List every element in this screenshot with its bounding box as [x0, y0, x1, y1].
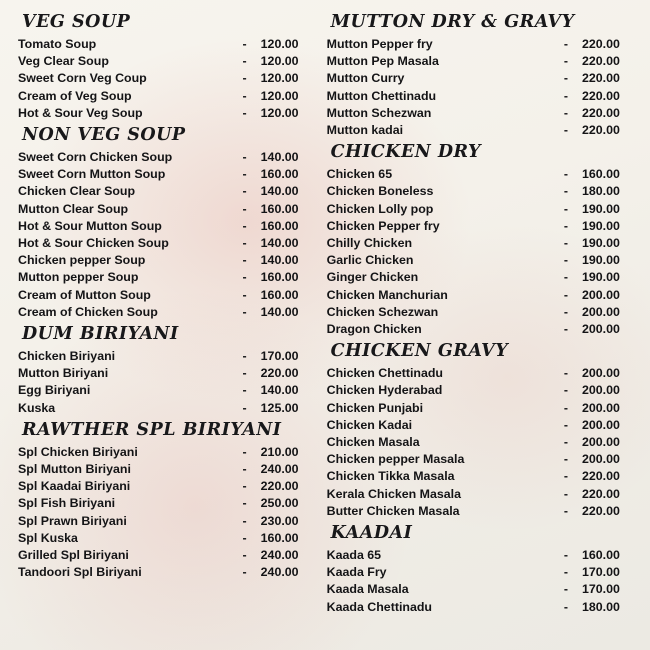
menu-item-price: 200.00 — [581, 383, 620, 398]
menu-item-separator: - — [242, 349, 247, 364]
menu-item — [327, 486, 636, 503]
menu-section — [327, 341, 636, 520]
menu-column-right — [319, 6, 642, 650]
menu-item-separator: - — [563, 37, 568, 51]
menu-section-title: MUTTON DRY & GRAVY — [330, 12, 575, 32]
menu-item-price: 160.00 — [260, 167, 299, 182]
menu-item-name: Sweet Corn Veg Coup — [18, 71, 147, 86]
menu-item — [18, 304, 313, 321]
menu-item-price: 160.00 — [260, 270, 299, 285]
menu-item — [327, 70, 636, 87]
menu-item-separator: - — [242, 496, 247, 511]
menu-item-separator: - — [242, 287, 247, 302]
menu-item-separator: - — [242, 88, 247, 103]
menu-item-list — [327, 547, 636, 616]
menu-section — [18, 125, 313, 321]
menu-item-separator: - — [563, 486, 568, 501]
menu-item — [18, 166, 313, 183]
menu-item-name: Chicken Biriyani — [18, 349, 116, 364]
menu-item-separator: - — [242, 37, 247, 51]
menu-item — [18, 382, 313, 399]
menu-item-price: 180.00 — [581, 599, 620, 614]
menu-item-price: 210.00 — [260, 444, 299, 459]
menu-item-name: Kaada Chettinadu — [326, 599, 432, 614]
menu-item-price: 120.00 — [260, 88, 299, 103]
menu-item-name: Egg Biriyani — [18, 383, 91, 398]
menu-item-name: Sweet Corn Mutton Soup — [18, 167, 166, 182]
menu-item — [327, 287, 636, 304]
menu-item-separator: - — [563, 435, 568, 450]
menu-item-price: 240.00 — [260, 548, 299, 563]
menu-item-name: Chicken Punjabi — [326, 400, 424, 415]
menu-item-name: Spl Kaadai Biriyani — [18, 479, 131, 494]
menu-item-price: 160.00 — [581, 167, 620, 182]
menu-section — [327, 12, 636, 139]
menu-item-name: Sweet Corn Chicken Soup — [18, 150, 173, 165]
menu-item-price: 220.00 — [581, 486, 620, 501]
menu-item — [327, 400, 636, 417]
menu-item-list — [18, 149, 313, 321]
menu-item-name: Ginger Chicken — [326, 270, 419, 285]
menu-item-price: 200.00 — [581, 417, 620, 432]
menu-item-separator: - — [563, 366, 568, 381]
menu-item-name: Chicken Masala — [326, 435, 420, 450]
menu-item-separator: - — [563, 253, 568, 268]
menu-item-separator: - — [563, 71, 568, 86]
menu-item-name: Mutton Clear Soup — [18, 201, 129, 216]
menu-item-price: 220.00 — [581, 54, 620, 69]
menu-item — [327, 88, 636, 105]
menu-columns — [8, 6, 642, 650]
menu-item-name: Grilled Spl Biriyani — [18, 548, 129, 563]
menu-item-separator: - — [242, 71, 247, 86]
menu-item-price: 170.00 — [581, 565, 620, 580]
menu-item-price: 140.00 — [260, 236, 299, 251]
menu-item-separator: - — [242, 167, 247, 182]
menu-item-price: 190.00 — [581, 201, 620, 216]
menu-item-name: Chicken Schezwan — [326, 304, 439, 319]
menu-item-separator: - — [242, 565, 247, 580]
menu-item — [18, 269, 313, 286]
menu-item-price: 190.00 — [581, 218, 620, 233]
menu-item — [327, 382, 636, 399]
menu-item-price: 200.00 — [581, 366, 620, 381]
menu-section-title: CHICKEN DRY — [330, 142, 482, 163]
menu-item-separator: - — [242, 479, 247, 494]
menu-item-name: Chicken Boneless — [326, 184, 434, 199]
menu-item-name: Mutton pepper Soup — [18, 270, 139, 285]
menu-item — [327, 53, 636, 70]
menu-item-price: 160.00 — [260, 287, 299, 302]
menu-item-separator: - — [563, 167, 568, 182]
menu-item-separator: - — [242, 304, 247, 319]
menu-item — [327, 581, 636, 598]
menu-item-name: Chicken Manchurian — [326, 287, 448, 302]
menu-item-name: Chicken Tikka Masala — [326, 469, 455, 484]
menu-item-name: Dragon Chicken — [326, 322, 422, 337]
menu-item-name: Butter Chicken Masala — [326, 503, 460, 518]
menu-item — [18, 70, 313, 87]
menu-item-price: 120.00 — [260, 71, 299, 86]
menu-item-separator: - — [242, 236, 247, 251]
menu-item — [327, 218, 636, 235]
menu-item-price: 125.00 — [260, 400, 299, 415]
menu-section-title: NON VEG SOUP — [22, 125, 186, 146]
menu-item-price: 120.00 — [260, 54, 299, 69]
menu-item-separator: - — [563, 287, 568, 302]
menu-item-separator: - — [242, 530, 247, 545]
menu-item-separator: - — [563, 503, 568, 518]
menu-item-price: 140.00 — [260, 184, 299, 199]
menu-item-name: Veg Clear Soup — [18, 54, 109, 69]
menu-item-separator: - — [242, 218, 247, 233]
menu-item — [327, 201, 636, 218]
menu-item — [18, 547, 313, 564]
menu-item-name: Hot & Sour Veg Soup — [18, 105, 143, 120]
menu-item — [18, 88, 313, 105]
menu-item-separator: - — [563, 322, 568, 337]
menu-item-separator: - — [563, 105, 568, 120]
menu-item-price: 140.00 — [260, 304, 299, 319]
menu-section — [18, 12, 313, 122]
menu-item-separator: - — [563, 88, 568, 103]
menu-item-name: Spl Prawn Biriyani — [18, 513, 127, 528]
menu-item-separator: - — [242, 444, 247, 459]
menu-item-separator: - — [563, 582, 568, 597]
menu-item-separator: - — [563, 400, 568, 415]
menu-item-name: Chicken Chettinadu — [326, 366, 443, 381]
menu-item-separator: - — [563, 548, 568, 563]
menu-item-name: Kaada Fry — [326, 565, 387, 580]
menu-item — [327, 503, 636, 520]
menu-item-separator: - — [563, 184, 568, 199]
menu-item-name: Kaada 65 — [326, 548, 382, 563]
menu-item-separator: - — [242, 105, 247, 120]
menu-item-price: 200.00 — [581, 452, 620, 467]
menu-item-separator: - — [563, 54, 568, 69]
menu-item — [327, 304, 636, 321]
menu-item-price: 170.00 — [581, 582, 620, 597]
menu-section — [327, 523, 636, 616]
menu-item-separator: - — [563, 123, 568, 138]
menu-item — [327, 547, 636, 564]
menu-item — [18, 183, 313, 200]
menu-item-name: Cream of Mutton Soup — [18, 287, 151, 302]
menu-item-price: 140.00 — [260, 253, 299, 268]
menu-item-price: 160.00 — [581, 548, 620, 563]
menu-item-name: Chicken Clear Soup — [18, 184, 136, 199]
menu-item — [18, 461, 313, 478]
menu-item — [327, 252, 636, 269]
menu-item-separator: - — [242, 54, 247, 69]
menu-item — [18, 36, 313, 53]
menu-item-list — [18, 444, 313, 582]
menu-item-price: 220.00 — [581, 37, 620, 51]
menu-item-list — [327, 36, 636, 139]
menu-item — [18, 53, 313, 70]
menu-item — [18, 218, 313, 235]
menu-item — [327, 105, 636, 122]
menu-item — [18, 149, 313, 166]
menu-item-name: Spl Fish Biriyani — [18, 496, 116, 511]
menu-item — [18, 400, 313, 417]
menu-item — [18, 564, 313, 581]
menu-item-list — [18, 348, 313, 417]
menu-item — [18, 201, 313, 218]
menu-item-separator: - — [563, 469, 568, 484]
menu-item-price: 180.00 — [581, 184, 620, 199]
menu-item-separator: - — [563, 218, 568, 233]
menu-item-price: 120.00 — [260, 105, 299, 120]
menu-item-name: Mutton kadai — [326, 123, 404, 138]
menu-item-price: 220.00 — [581, 503, 620, 518]
menu-item — [18, 365, 313, 382]
menu-column-left — [8, 6, 319, 650]
menu-item — [18, 105, 313, 122]
menu-item-price: 230.00 — [260, 513, 299, 528]
menu-item-list — [327, 365, 636, 520]
menu-item-price: 160.00 — [260, 201, 299, 216]
menu-item-price: 220.00 — [260, 366, 299, 381]
menu-item-name: Cream of Chicken Soup — [18, 304, 158, 319]
menu-item-separator: - — [563, 452, 568, 467]
menu-item — [327, 235, 636, 252]
menu-item-price: 200.00 — [581, 400, 620, 415]
menu-section-title: DUM BIRIYANI — [22, 324, 179, 345]
menu-item-name: Chicken Pepper fry — [326, 218, 440, 233]
menu-item-price: 220.00 — [581, 105, 620, 120]
menu-item-separator: - — [563, 236, 568, 251]
menu-item-price: 250.00 — [260, 496, 299, 511]
menu-item-name: Chicken pepper Masala — [326, 452, 465, 467]
menu-item-separator: - — [242, 184, 247, 199]
menu-item-price: 190.00 — [581, 236, 620, 251]
menu-item — [327, 269, 636, 286]
menu-item-separator: - — [242, 366, 247, 381]
menu-item-price: 200.00 — [581, 287, 620, 302]
menu-item-price: 220.00 — [581, 88, 620, 103]
menu-item-list — [18, 36, 313, 122]
menu-item-name: Mutton Pep Masala — [326, 54, 439, 69]
menu-section-title: CHICKEN GRAVY — [330, 341, 509, 362]
menu-item-name: Chicken Hyderabad — [326, 383, 443, 398]
menu-item-name: Spl Mutton Biriyani — [18, 462, 131, 477]
menu-item-price: 170.00 — [260, 349, 299, 364]
menu-item-separator: - — [563, 599, 568, 614]
menu-item-name: Mutton Curry — [326, 71, 405, 86]
menu-item-price: 220.00 — [581, 469, 620, 484]
menu-item — [18, 478, 313, 495]
menu-item-price: 200.00 — [581, 435, 620, 450]
menu-item-name: Chicken 65 — [326, 167, 393, 182]
menu-item-name: Garlic Chicken — [326, 253, 414, 268]
menu-item-separator: - — [242, 383, 247, 398]
menu-section-title: VEG SOUP — [22, 12, 131, 32]
menu-item-name: Hot & Sour Mutton Soup — [18, 218, 162, 233]
menu-item-separator: - — [242, 462, 247, 477]
menu-item-separator: - — [242, 150, 247, 165]
menu-section — [18, 324, 313, 417]
menu-item-name: Chicken Kadai — [326, 417, 413, 432]
menu-item — [327, 434, 636, 451]
menu-item — [327, 451, 636, 468]
menu-section-title: RAWTHER SPL BIRIYANI — [22, 419, 282, 440]
menu-item-price: 190.00 — [581, 270, 620, 285]
menu-item-name: Chicken Lolly pop — [326, 201, 434, 216]
menu-item — [327, 599, 636, 616]
menu-item — [18, 530, 313, 547]
menu-item-separator: - — [242, 400, 247, 415]
menu-item-name: Hot & Sour Chicken Soup — [18, 236, 169, 251]
menu-item-name: Mutton Pepper fry — [326, 37, 433, 51]
menu-item-name: Cream of Veg Soup — [18, 88, 132, 103]
menu-item — [18, 513, 313, 530]
menu-item-separator: - — [563, 565, 568, 580]
menu-item-price: 220.00 — [581, 71, 620, 86]
menu-item-separator: - — [563, 201, 568, 216]
menu-item-separator: - — [563, 270, 568, 285]
menu-section — [327, 142, 636, 338]
menu-item — [327, 166, 636, 183]
menu-item-name: Mutton Schezwan — [326, 105, 432, 120]
menu-item-name: Kerala Chicken Masala — [326, 486, 461, 501]
menu-item-name: Tandoori Spl Biriyani — [18, 565, 142, 580]
menu-item-separator: - — [242, 253, 247, 268]
menu-item — [18, 252, 313, 269]
menu-item-separator: - — [563, 383, 568, 398]
menu-item-name: Mutton Chettinadu — [326, 88, 437, 103]
menu-item-price: 140.00 — [260, 150, 299, 165]
menu-item — [18, 287, 313, 304]
menu-item-price: 160.00 — [260, 218, 299, 233]
menu-item-separator: - — [242, 270, 247, 285]
menu-item-price: 160.00 — [260, 530, 299, 545]
menu-item — [327, 468, 636, 485]
menu-item-name: Chilly Chicken — [326, 236, 413, 251]
menu-item-price: 220.00 — [581, 123, 620, 138]
menu-item-name: Spl Kuska — [18, 530, 78, 545]
menu-item-price: 240.00 — [260, 565, 299, 580]
menu-item-separator: - — [242, 201, 247, 216]
menu-item-separator: - — [242, 513, 247, 528]
menu-item — [327, 321, 636, 338]
menu-item — [18, 444, 313, 461]
menu-item — [18, 495, 313, 512]
menu-item-price: 220.00 — [260, 479, 299, 494]
menu-section-title: KAADAI — [330, 523, 413, 544]
menu-item-price: 190.00 — [581, 253, 620, 268]
menu-item — [18, 235, 313, 252]
menu-item — [327, 122, 636, 139]
menu-item-name: Spl Chicken Biriyani — [18, 444, 138, 459]
menu-item-name: Mutton Biriyani — [18, 366, 109, 381]
menu-item-list — [327, 166, 636, 338]
menu-item-price: 120.00 — [260, 37, 299, 51]
menu-item — [327, 183, 636, 200]
menu-item-price: 200.00 — [581, 304, 620, 319]
menu-item-separator: - — [563, 304, 568, 319]
menu-item-name: Kuska — [18, 400, 56, 415]
menu-item-separator: - — [242, 548, 247, 563]
menu-item-price: 140.00 — [260, 383, 299, 398]
menu-section — [18, 420, 313, 582]
menu-item-name: Tomato Soup — [18, 37, 97, 51]
menu-item-price: 240.00 — [260, 462, 299, 477]
menu-item — [327, 564, 636, 581]
menu-item-name: Chicken pepper Soup — [18, 253, 146, 268]
menu-item — [327, 417, 636, 434]
menu-item — [18, 348, 313, 365]
menu-item-name: Kaada Masala — [326, 582, 409, 597]
menu-item-price: 200.00 — [581, 322, 620, 337]
menu-item — [327, 365, 636, 382]
menu-item-separator: - — [563, 417, 568, 432]
menu-item — [327, 36, 636, 53]
